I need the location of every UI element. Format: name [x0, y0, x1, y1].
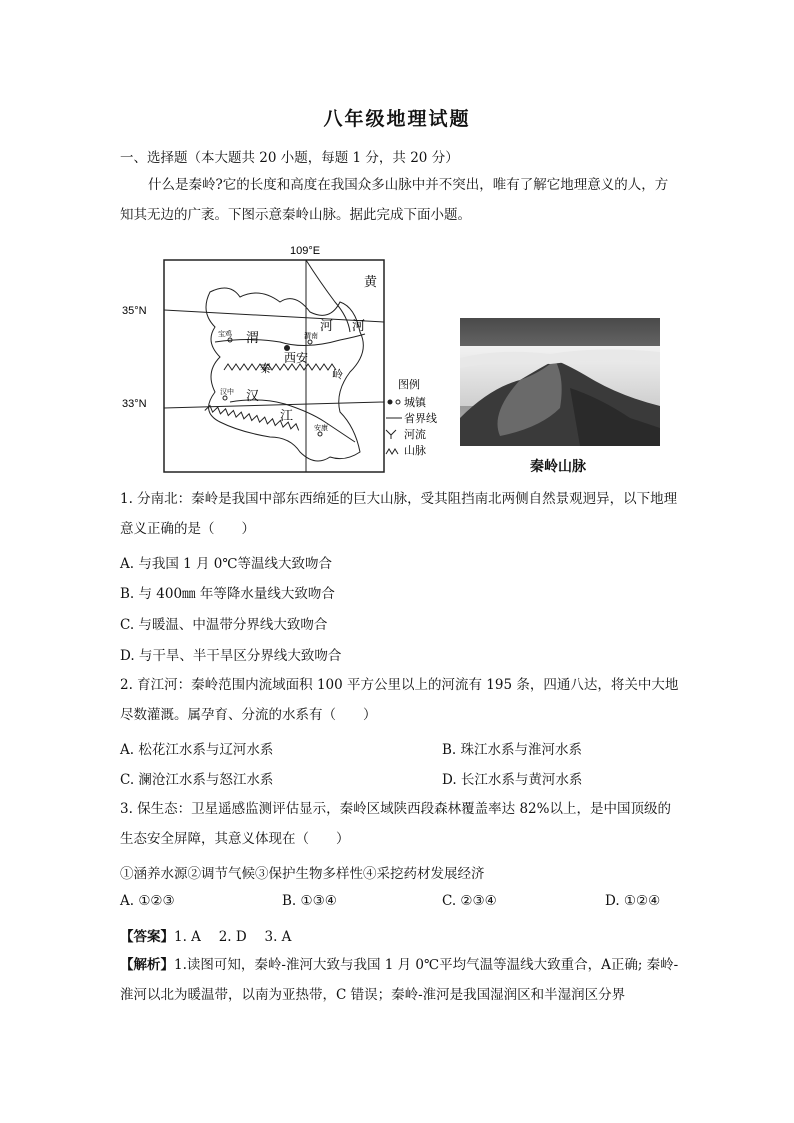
page-title: 八年级地理试题	[323, 108, 471, 130]
q3-option-c[interactable]: C. ②③④	[442, 893, 497, 909]
map-label-hanzhong: 汉中	[220, 388, 234, 396]
legend-city-icon	[388, 400, 393, 405]
legend-river-label: 河流	[404, 428, 426, 441]
map-label-han: 汉	[246, 389, 260, 404]
meridian-label: 109°E	[290, 245, 321, 257]
qinling-map	[120, 242, 440, 478]
hanzhong-city-marker	[223, 396, 227, 400]
q1-option-b[interactable]: B. 与 400㎜ 年等降水量线大致吻合	[120, 586, 335, 602]
q2-option-b[interactable]: B. 珠江水系与淮河水系	[442, 742, 583, 758]
q3-items: ①涵养水源②调节气候③保护生物多样性④采挖药材发展经济	[120, 866, 485, 882]
wei-river	[215, 334, 365, 346]
map-label-ankang: 安康	[314, 424, 328, 432]
map-frame	[164, 260, 384, 472]
q3-stem: 3. 保生态：卫星遥感监测评估显示，秦岭区域陕西段森林覆盖率达 82%以上，是中国顶级的生态安全屏障，其意义体现在（ ）	[120, 801, 671, 847]
lat-33-label: 33°N	[122, 398, 147, 410]
answer-line	[120, 925, 291, 945]
q2-option-c[interactable]: C. 澜沧江水系与怒江水系	[120, 772, 274, 788]
map-label-qin: 秦	[260, 362, 271, 375]
q1-stem: 1. 分南北：秦岭是我国中部东西绵延的巨大山脉，受其阻挡南北两侧自然景观迥异，以下地理意义正确的是（ ）	[120, 491, 678, 537]
analysis-paragraph	[120, 950, 680, 1010]
q2-option-d[interactable]: D. 长江水系与黄河水系	[442, 772, 583, 788]
ankang-city-marker	[318, 432, 322, 436]
lat-33-line	[164, 402, 384, 408]
legend-river-icon	[386, 430, 396, 439]
map-label-weinan: 渭南	[304, 332, 318, 340]
legend-mountain-label: 山脉	[404, 444, 426, 457]
answer-tag: 【答案】	[120, 929, 174, 945]
q1-option-c[interactable]: C. 与暖温、中温带分界线大致吻合	[120, 617, 328, 633]
map-label-he1: 河	[320, 319, 334, 334]
map-label-jiang: 江	[280, 409, 294, 424]
legend-city-label: 城镇	[404, 396, 426, 409]
q2-option-a[interactable]: A. 松花江水系与辽河水系	[120, 742, 274, 758]
qinling-mountain-line	[224, 364, 336, 370]
qinling-photo	[460, 318, 660, 446]
q3-option-a[interactable]: A. ①②③	[120, 893, 175, 909]
q1-option-a[interactable]: A. 与我国 1 月 0℃等温线大致吻合	[120, 556, 332, 572]
section-heading: 一、选择题（本大题共 20 小题，每题 1 分，共 20 分）	[120, 150, 459, 166]
q3-option-d[interactable]: D. ①②④	[605, 893, 661, 909]
lat-35-line	[164, 310, 384, 322]
map-label-xian: 西安	[284, 351, 309, 365]
legend-border-label: 省界线	[404, 412, 437, 425]
q3-option-b[interactable]: B. ①③④	[282, 893, 337, 909]
legend-mountain-icon	[386, 449, 398, 454]
photo-caption: 秦岭山脉	[530, 459, 586, 475]
weinan-city-marker	[308, 340, 312, 344]
analysis-text: 1.读图可知，秦岭-淮河大致与我国 1 月 0℃平均气温等温线大致重合，A正确; 秦岭-淮河以北为暖温带，以南为亚热带，C 错误；秦岭-淮河是我国湿润区和半湿润区分界	[120, 957, 679, 1003]
q2-stem: 2. 育江河：秦岭范围内流域面积 100 平方公里以上的河流有 195 条，四通八达，将关中大地尽数灌溉。属孕育、分流的水系有（ ）	[120, 677, 679, 723]
map-label-he2: 河	[352, 319, 366, 334]
analysis-tag: 【解析】	[120, 957, 174, 973]
q1-option-d[interactable]: D. 与干旱、半干旱区分界线大致吻合	[120, 648, 342, 664]
map-legend	[386, 377, 437, 457]
answer-text: 1. A 2. D 3. A	[174, 929, 292, 945]
legend-title: 图例	[398, 378, 420, 391]
map-label-wei: 渭	[246, 331, 260, 346]
map-label-huang: 黄	[364, 275, 378, 290]
intro-paragraph: 什么是秦岭?它的长度和高度在我国众多山脉中并不突出，唯有了解它地理意义的人，方知其无边的广袤。下图示意秦岭山脉。据此完成下面小题。	[120, 177, 669, 223]
lat-35-label: 35°N	[122, 305, 147, 317]
map-label-baoji: 宝鸡	[218, 330, 232, 338]
map-label-ling: 岭	[332, 368, 343, 381]
